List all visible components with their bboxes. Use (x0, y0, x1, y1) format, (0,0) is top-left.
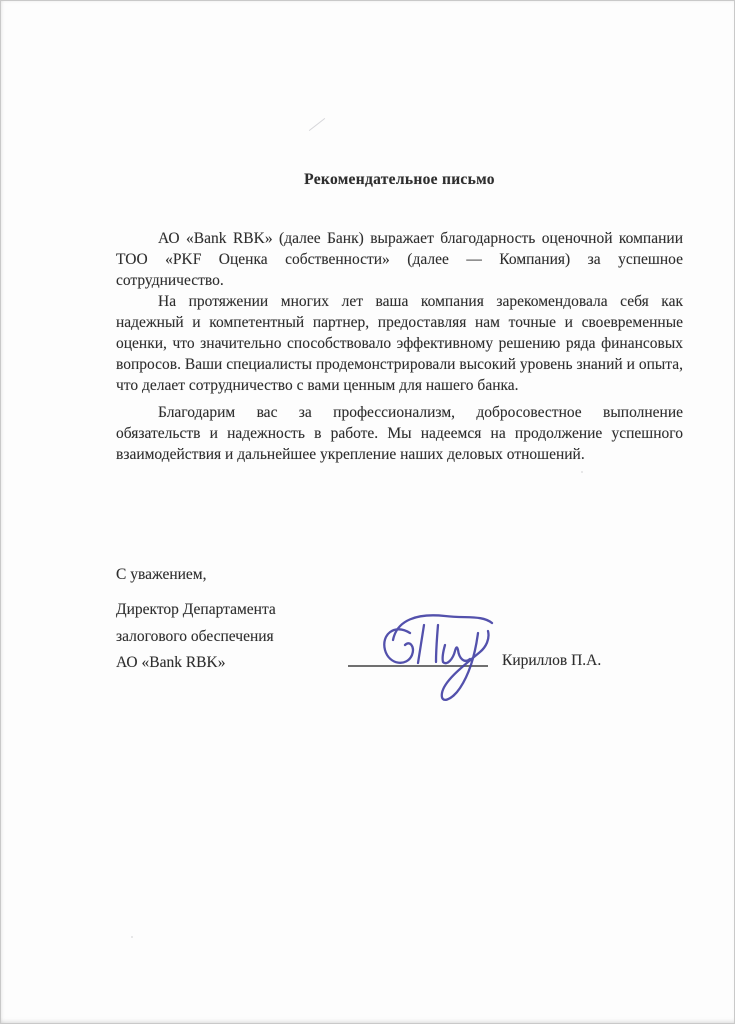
signer-name: Кириллов П.А. (502, 652, 602, 669)
closing-block (116, 564, 276, 677)
signer-title-line2: залогового обеспечения (116, 627, 274, 645)
signer-title-line1: Директор Департамента (116, 601, 276, 618)
paragraph-3: Благодарим вас за профессионализм, добросовестное выполнение обязательств и надежность в работе. Мы надеемся на продолжение успешного взаимодействия и дальнейшее укрепление наших деловых отношений. (116, 404, 683, 463)
closing-salutation: С уважением, (116, 566, 207, 583)
scan-speck (581, 471, 583, 473)
letter-title: Рекомендательное письмо (304, 171, 495, 188)
handwritten-signature-icon (379, 604, 511, 712)
paragraph-2: На протяжении многих лет ваша компания зарекомендовала себя как надежный и компетентный партнер, предоставляя нам точные и своевременные оценки, что значительно способствовало эффективному решению ряда финансовых вопросов. Ваши специалисты продемонстрировали высокий уровень знаний и опыта, что делает сотрудничество с вами ценным для нашего банка. (116, 293, 683, 394)
paragraph-1: АО «Bank RBK» (далее Банк) выражает благодарность оценочной компании ТОО «PKF Оценка собственности» (далее — Компания) за успешное сотрудничество. (116, 230, 683, 289)
scan-artifact-slash (309, 118, 325, 131)
signer-org: АО «Bank RBK» (116, 654, 226, 671)
letter-body (116, 228, 683, 465)
scan-speck (131, 936, 133, 938)
